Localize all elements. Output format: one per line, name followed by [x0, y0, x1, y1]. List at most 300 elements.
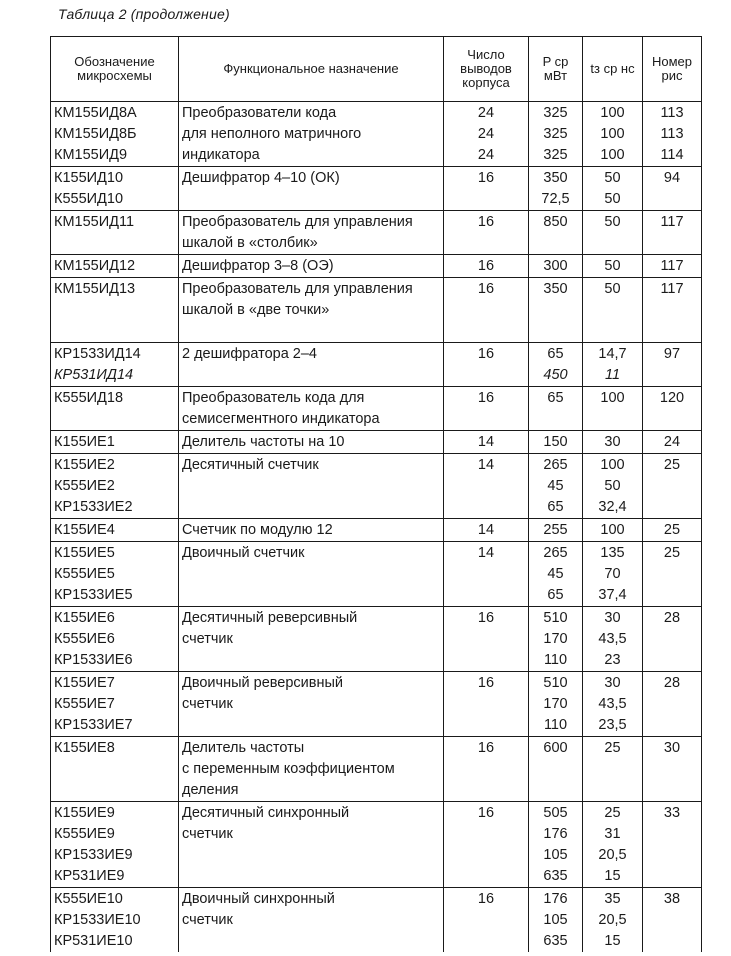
pins-value: 24 — [477, 147, 495, 163]
func-cell — [179, 278, 444, 343]
delay-value — [586, 233, 639, 254]
power-value: 510 — [543, 675, 568, 691]
figure-number: 24 — [663, 434, 681, 450]
delay-value: 50 — [604, 191, 621, 207]
chip-name: КР1533ИЕ10 — [54, 912, 141, 928]
pins-value — [447, 824, 525, 845]
function-text: с переменным коэффициентом — [182, 761, 395, 777]
delay-value: 50 — [604, 214, 621, 230]
pins-value: 16 — [477, 258, 495, 274]
fig-cell — [643, 431, 702, 454]
delay-value: 135 — [600, 545, 625, 561]
fig-cell — [643, 672, 702, 737]
power-cell — [529, 542, 583, 607]
delay-value: 30 — [604, 434, 621, 450]
power-value: 325 — [543, 147, 568, 163]
names-cell — [51, 802, 179, 888]
figure-number — [646, 931, 698, 952]
power-value: 65 — [547, 346, 564, 362]
figure-number — [646, 497, 698, 518]
names-cell — [51, 278, 179, 343]
names-cell — [51, 102, 179, 167]
pins-value: 16 — [477, 214, 495, 230]
names-cell — [51, 519, 179, 542]
pins-cell — [444, 278, 529, 343]
function-text — [182, 845, 440, 866]
pins-cell — [444, 454, 529, 519]
pins-value — [447, 931, 525, 952]
figure-number — [646, 189, 698, 210]
power-value: 170 — [543, 696, 568, 712]
power-value: 265 — [543, 457, 568, 473]
figure-number — [646, 585, 698, 606]
table-row — [51, 278, 702, 343]
fig-cell — [643, 802, 702, 888]
delay-cell — [583, 431, 643, 454]
fig-cell — [643, 387, 702, 431]
power-cell — [529, 888, 583, 953]
function-text: деления — [182, 782, 239, 798]
table-row — [51, 102, 702, 167]
header-name: Обозначение микросхемы — [51, 37, 179, 102]
table-row — [51, 211, 702, 255]
delay-value: 20,5 — [598, 912, 627, 928]
table-row — [51, 888, 702, 953]
delay-value: 30 — [604, 610, 621, 626]
power-cell — [529, 607, 583, 672]
power-value: 635 — [543, 933, 568, 949]
names-cell — [51, 431, 179, 454]
func-cell — [179, 519, 444, 542]
table-row — [51, 737, 702, 802]
delay-value: 43,5 — [598, 631, 627, 647]
header-figure: Номер рис — [643, 37, 702, 102]
chip-name: КР1533ИЕ5 — [54, 587, 133, 603]
power-cell — [529, 737, 583, 802]
chip-name: КМ155ИД8А — [54, 105, 137, 121]
header-delay: tз ср нс — [583, 37, 643, 102]
chip-name: КМ155ИД13 — [54, 281, 136, 297]
delay-cell — [583, 888, 643, 953]
delay-value: 20,5 — [598, 847, 627, 863]
table-row — [51, 343, 702, 387]
power-value: 65 — [547, 587, 564, 603]
power-value: 600 — [543, 740, 568, 756]
fig-cell — [643, 888, 702, 953]
delay-value: 100 — [600, 457, 625, 473]
pins-value: 16 — [477, 610, 495, 626]
pins-cell — [444, 802, 529, 888]
function-text: Десятичный счетчик — [182, 457, 319, 473]
power-cell — [529, 672, 583, 737]
function-text: счетчик — [182, 912, 233, 928]
pins-value: 16 — [477, 740, 495, 756]
power-cell — [529, 431, 583, 454]
pins-cell — [444, 343, 529, 387]
function-text — [182, 365, 440, 386]
delay-cell — [583, 737, 643, 802]
header-function: Функциональное назначение — [179, 37, 444, 102]
delay-value: 100 — [600, 522, 625, 538]
names-cell — [51, 167, 179, 211]
pins-cell — [444, 167, 529, 211]
delay-cell — [583, 454, 643, 519]
figure-number — [646, 365, 698, 386]
delay-value: 50 — [604, 258, 621, 274]
function-text — [182, 476, 440, 497]
table-row — [51, 607, 702, 672]
figure-number: 28 — [663, 610, 681, 626]
delay-value — [586, 759, 639, 780]
figure-number — [646, 564, 698, 585]
power-value — [532, 233, 579, 254]
pins-value: 16 — [477, 281, 495, 297]
power-value: 255 — [543, 522, 568, 538]
delay-cell — [583, 211, 643, 255]
delay-value: 50 — [604, 478, 621, 494]
pins-value: 16 — [477, 170, 495, 186]
power-value: 505 — [543, 805, 568, 821]
pins-value: 16 — [477, 805, 495, 821]
chip-name: КР531ИЕ9 — [54, 868, 125, 884]
pins-value — [447, 715, 525, 736]
power-value: 65 — [547, 499, 564, 515]
function-text: для неполного матричного — [182, 126, 362, 142]
power-value: 170 — [543, 631, 568, 647]
pins-value: 14 — [477, 457, 495, 473]
pins-value: 14 — [477, 434, 495, 450]
pins-value — [447, 910, 525, 931]
function-text — [182, 715, 440, 736]
chip-name: КР531ИД14 — [54, 367, 134, 383]
power-value: 300 — [543, 258, 568, 274]
chip-name: КР1533ИЕ6 — [54, 652, 133, 668]
chip-name — [54, 321, 175, 342]
function-text: Двоичный реверсивный — [182, 675, 344, 691]
figure-number: 25 — [663, 545, 681, 561]
table-row — [51, 454, 702, 519]
power-value: 105 — [543, 847, 568, 863]
pins-value: 16 — [477, 346, 495, 362]
names-cell — [51, 454, 179, 519]
power-value: 325 — [543, 105, 568, 121]
delay-value: 14,7 — [598, 346, 627, 362]
chip-name: КР1533ИЕ7 — [54, 717, 133, 733]
figure-number: 25 — [663, 457, 681, 473]
figure-number: 113 — [660, 126, 684, 142]
power-value: 105 — [543, 912, 568, 928]
fig-cell — [643, 607, 702, 672]
power-value: 325 — [543, 126, 568, 142]
delay-value — [586, 780, 639, 801]
pins-cell — [444, 387, 529, 431]
power-value: 265 — [543, 545, 568, 561]
function-text: семисегментного индикатора — [182, 411, 380, 427]
pins-cell — [444, 888, 529, 953]
names-cell — [51, 542, 179, 607]
power-cell — [529, 211, 583, 255]
power-value: 850 — [543, 214, 568, 230]
power-value: 176 — [543, 826, 568, 842]
figure-number — [646, 780, 698, 801]
fig-cell — [643, 255, 702, 278]
chip-name: К555ИЕ10 — [54, 891, 123, 907]
figure-number — [646, 233, 698, 254]
function-text — [182, 931, 440, 952]
pins-value — [447, 780, 525, 801]
power-value: 72,5 — [541, 191, 570, 207]
names-cell — [51, 607, 179, 672]
table-row — [51, 387, 702, 431]
delay-cell — [583, 255, 643, 278]
power-value — [532, 321, 579, 342]
function-text — [182, 585, 440, 606]
pins-value — [447, 564, 525, 585]
function-text: Преобразователь кода для — [182, 390, 365, 406]
delay-value: 15 — [604, 868, 621, 884]
function-text: шкалой в «две точки» — [182, 302, 330, 318]
function-text: Десятичный реверсивный — [182, 610, 358, 626]
pins-value — [447, 189, 525, 210]
delay-value: 50 — [604, 170, 621, 186]
figure-number: 30 — [663, 740, 681, 756]
function-text: Дешифратор 4–10 (ОК) — [182, 170, 340, 186]
figure-number — [646, 409, 698, 430]
delay-value: 37,4 — [598, 587, 627, 603]
chip-name: К155ИД10 — [54, 170, 124, 186]
func-cell — [179, 542, 444, 607]
pins-cell — [444, 211, 529, 255]
table-row — [51, 519, 702, 542]
chip-name: КМ155ИД8Б — [54, 126, 137, 142]
figure-number: 94 — [663, 170, 681, 186]
header-pins: Число выводов корпуса — [444, 37, 529, 102]
chip-name: КМ155ИД11 — [54, 214, 135, 230]
names-cell — [51, 343, 179, 387]
func-cell — [179, 167, 444, 211]
pins-value — [447, 233, 525, 254]
delay-value: 35 — [604, 891, 621, 907]
figure-number — [646, 910, 698, 931]
pins-cell — [444, 542, 529, 607]
function-text — [182, 650, 440, 671]
power-value: 176 — [543, 891, 568, 907]
delay-value: 43,5 — [598, 696, 627, 712]
delay-value: 100 — [600, 105, 625, 121]
pins-value: 24 — [477, 105, 495, 121]
table-body — [51, 102, 702, 953]
delay-cell — [583, 167, 643, 211]
chip-name: К555ИЕ6 — [54, 631, 115, 647]
pins-value — [447, 866, 525, 887]
delay-value: 32,4 — [598, 499, 627, 515]
figure-number — [646, 694, 698, 715]
figure-number: 38 — [663, 891, 681, 907]
power-cell — [529, 519, 583, 542]
power-value: 510 — [543, 610, 568, 626]
delay-cell — [583, 278, 643, 343]
func-cell — [179, 888, 444, 953]
names-cell — [51, 888, 179, 953]
fig-cell — [643, 278, 702, 343]
pins-value: 16 — [477, 891, 495, 907]
fig-cell — [643, 737, 702, 802]
pins-value: 16 — [477, 675, 495, 691]
function-text: шкалой в «столбик» — [182, 235, 318, 251]
chip-name — [54, 300, 175, 321]
function-text: Дешифратор 3–8 (ОЭ) — [182, 258, 334, 274]
figure-number — [646, 866, 698, 887]
func-cell — [179, 454, 444, 519]
chip-name — [54, 409, 175, 430]
delay-cell — [583, 343, 643, 387]
delay-value — [586, 300, 639, 321]
chip-name: К155ИЕ1 — [54, 434, 115, 450]
power-cell — [529, 167, 583, 211]
func-cell — [179, 737, 444, 802]
names-cell — [51, 387, 179, 431]
delay-value — [586, 409, 639, 430]
func-cell — [179, 211, 444, 255]
chip-name: К555ИЕ5 — [54, 566, 115, 582]
figure-number — [646, 845, 698, 866]
figure-number: 113 — [660, 105, 684, 121]
pins-value — [447, 585, 525, 606]
function-text: Десятичный синхронный — [182, 805, 350, 821]
table-caption: Таблица 2 (продолжение) — [58, 6, 230, 22]
power-value: 45 — [547, 566, 564, 582]
chip-name: КР1533ИД14 — [54, 346, 141, 362]
figure-number: 117 — [660, 214, 684, 230]
chip-name — [54, 233, 175, 254]
pins-cell — [444, 672, 529, 737]
figure-number — [646, 650, 698, 671]
power-cell — [529, 278, 583, 343]
chip-name: К155ИЕ2 — [54, 457, 115, 473]
chip-name: К155ИЕ7 — [54, 675, 115, 691]
pins-value: 14 — [477, 545, 495, 561]
delay-cell — [583, 519, 643, 542]
chip-name: КР1533ИЕ9 — [54, 847, 133, 863]
function-text — [182, 321, 440, 342]
fig-cell — [643, 519, 702, 542]
chip-name: КМ155ИД9 — [54, 147, 128, 163]
figure-number: 28 — [663, 675, 681, 691]
power-value — [532, 300, 579, 321]
pins-value: 24 — [477, 126, 495, 142]
figure-number — [646, 715, 698, 736]
pins-cell — [444, 737, 529, 802]
header-row — [51, 37, 702, 102]
power-value: 150 — [543, 434, 568, 450]
figure-number — [646, 476, 698, 497]
power-cell — [529, 102, 583, 167]
pins-value — [447, 694, 525, 715]
delay-value — [586, 321, 639, 342]
function-text: счетчик — [182, 696, 233, 712]
table-row — [51, 672, 702, 737]
figure-number — [646, 824, 698, 845]
figure-number — [646, 629, 698, 650]
func-cell — [179, 607, 444, 672]
figure-number: 97 — [663, 346, 681, 362]
table-row — [51, 802, 702, 888]
function-text: Двоичный синхронный — [182, 891, 335, 907]
figure-number: 114 — [660, 147, 684, 163]
function-text — [182, 564, 440, 585]
delay-cell — [583, 542, 643, 607]
chip-name: К155ИЕ9 — [54, 805, 115, 821]
table-row — [51, 167, 702, 211]
delay-value: 31 — [604, 826, 621, 842]
delay-cell — [583, 607, 643, 672]
delay-value: 25 — [604, 740, 621, 756]
fig-cell — [643, 542, 702, 607]
function-text: Делитель частоты — [182, 740, 305, 756]
power-value: 635 — [543, 868, 568, 884]
fig-cell — [643, 343, 702, 387]
pins-value — [447, 365, 525, 386]
chip-name — [54, 759, 175, 780]
header-power: P ср мВт — [529, 37, 583, 102]
function-text: Счетчик по модулю 12 — [182, 522, 333, 538]
figure-number — [646, 321, 698, 342]
power-value: 110 — [543, 652, 568, 668]
table-row — [51, 431, 702, 454]
function-text — [182, 189, 440, 210]
delay-value: 100 — [600, 126, 625, 142]
delay-cell — [583, 102, 643, 167]
pins-cell — [444, 431, 529, 454]
function-text: Преобразователь для управления — [182, 281, 413, 297]
chip-name: К555ИЕ2 — [54, 478, 115, 494]
fig-cell — [643, 167, 702, 211]
func-cell — [179, 387, 444, 431]
pins-cell — [444, 519, 529, 542]
chip-table — [50, 36, 702, 952]
power-value: 45 — [547, 478, 564, 494]
func-cell — [179, 255, 444, 278]
chip-name: К155ИЕ6 — [54, 610, 115, 626]
pins-value — [447, 476, 525, 497]
pins-cell — [444, 102, 529, 167]
func-cell — [179, 672, 444, 737]
figure-number: 120 — [659, 390, 685, 406]
chip-name — [54, 780, 175, 801]
table-row — [51, 542, 702, 607]
delay-cell — [583, 387, 643, 431]
pins-value — [447, 409, 525, 430]
chip-name: К555ИД18 — [54, 390, 124, 406]
fig-cell — [643, 102, 702, 167]
power-cell — [529, 454, 583, 519]
figure-number: 117 — [660, 281, 684, 297]
chip-name: К155ИЕ4 — [54, 522, 115, 538]
pins-value — [447, 650, 525, 671]
function-text: счетчик — [182, 826, 233, 842]
pins-value — [447, 497, 525, 518]
delay-value: 23 — [604, 652, 621, 668]
delay-value: 11 — [604, 367, 621, 383]
delay-value: 70 — [604, 566, 621, 582]
pins-cell — [444, 607, 529, 672]
function-text: счетчик — [182, 631, 233, 647]
function-text: индикатора — [182, 147, 260, 163]
pins-value: 16 — [477, 390, 495, 406]
chip-name: К555ИД10 — [54, 191, 124, 207]
function-text — [182, 497, 440, 518]
pins-value — [447, 629, 525, 650]
